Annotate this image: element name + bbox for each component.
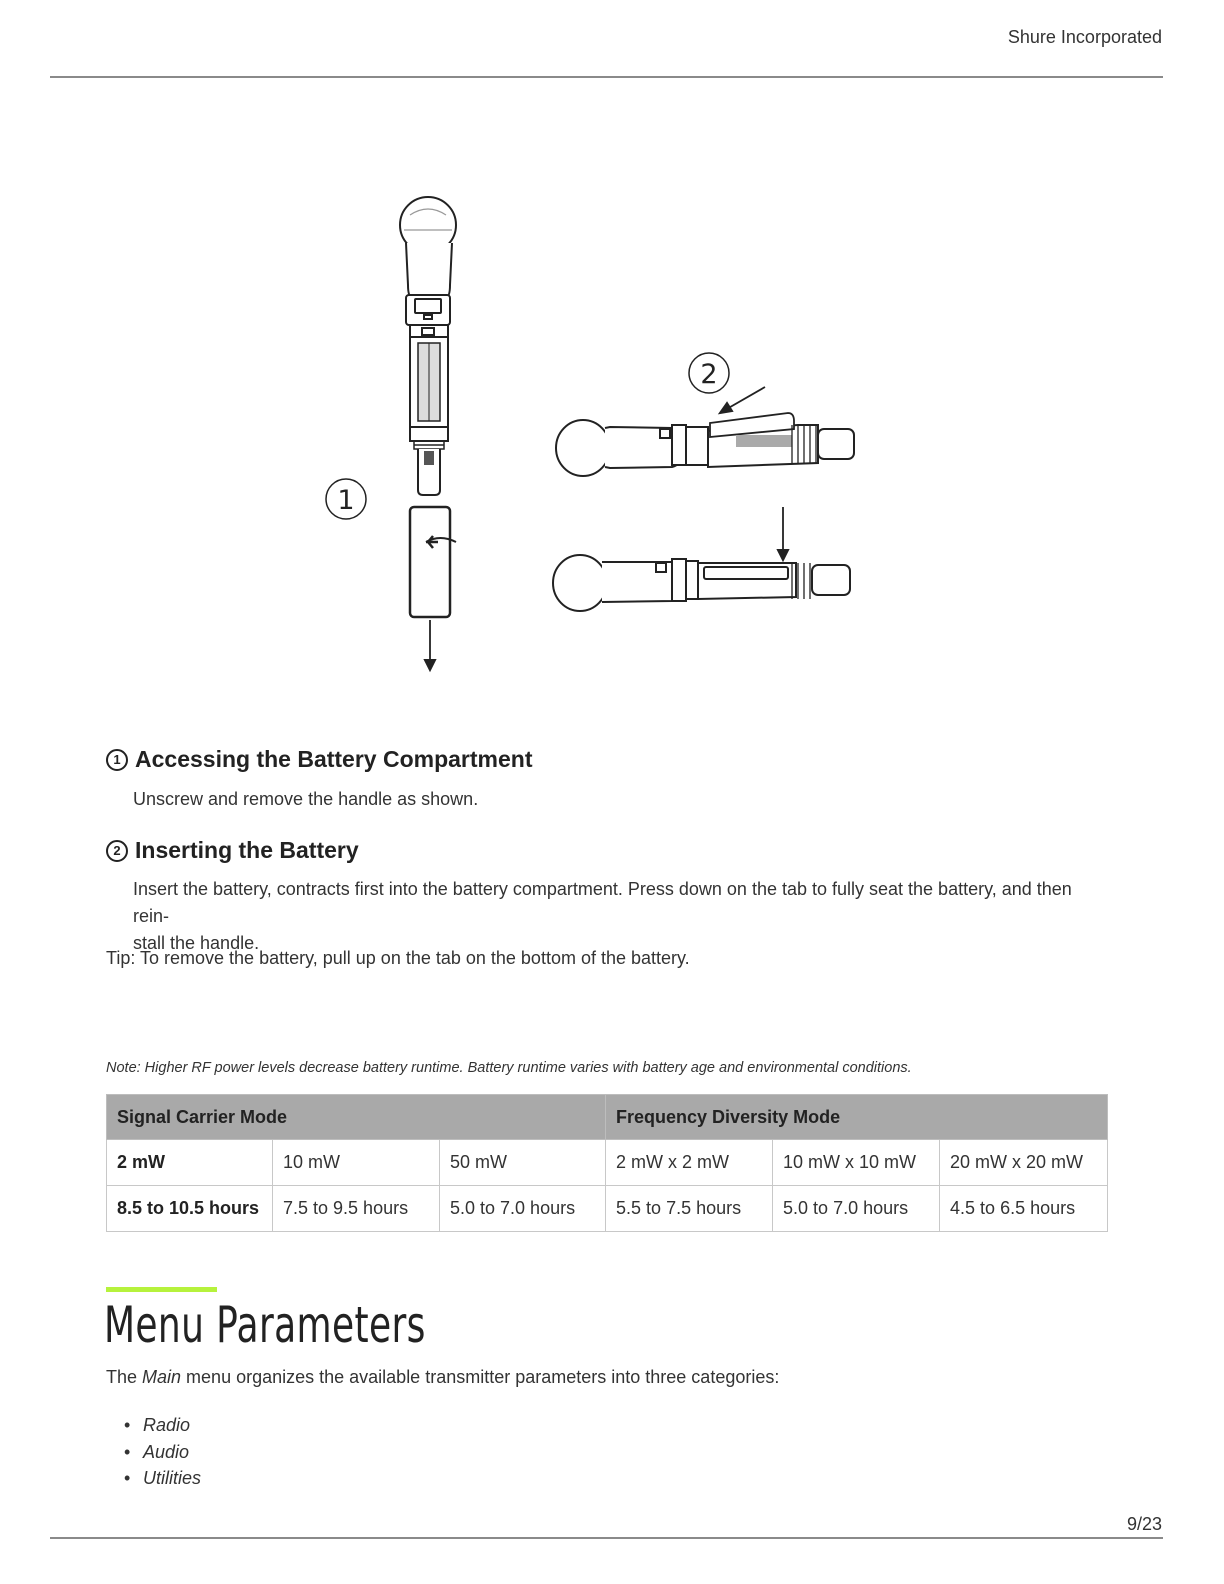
power-level-cell: 2 mW [107,1140,273,1186]
table-header-row [107,1095,1108,1140]
list-item: • Audio [106,1439,201,1466]
vertical-microphone [400,197,456,495]
handle-sleeve [410,507,456,670]
runtime-cell: 7.5 to 9.5 hours [273,1186,440,1232]
list-item: • Radio [106,1412,201,1439]
step-2-number: 2 [106,840,128,862]
runtime-cell: 4.5 to 6.5 hours [940,1186,1108,1232]
list-item: • Utilities [106,1465,201,1492]
step-2-body-line-1: Insert the battery, contracts first into the battery compartment. Press down on the tab to fully seat the battery, and then rein- [133,879,1072,926]
intro-before: The [106,1367,143,1387]
step-2-heading [106,837,359,864]
runtime-cell: 5.0 to 7.0 hours [773,1186,940,1232]
menu-categories-list [106,1412,201,1492]
header-company-name: Shure Incorporated [1007,27,1162,47]
signal-carrier-mode-header: Signal Carrier Mode [107,1095,606,1140]
footer-divider [50,1537,1163,1539]
power-level-cell: 50 mW [440,1140,606,1186]
section-accent-bar [106,1287,217,1292]
table-row [107,1186,1108,1232]
menu-intro [106,1367,779,1388]
intro-after: menu organizes the available transmitter parameters into three categories: [181,1367,780,1387]
intro-main-menu: Main [142,1367,182,1387]
runtime-cell: 5.5 to 7.5 hours [606,1186,773,1232]
step-2-body-line-2: stall the handle. [133,933,260,953]
runtime-note: Note: Higher RF power levels decrease battery runtime. Battery runtime varies with battery age and environmental conditions. [106,1060,912,1076]
horizontal-microphone-closed [553,507,850,611]
step-1-number: 1 [106,749,128,771]
header-divider [50,76,1163,78]
battery-illustration [300,185,900,685]
power-level-cell: 20 mW x 20 mW [940,1140,1108,1186]
page-number: 9/23 [1126,1514,1162,1534]
battery-runtime-table [106,1094,1108,1232]
power-level-cell: 10 mW x 10 mW [773,1140,940,1186]
callout-1: 1 [337,485,355,516]
table-row [107,1140,1108,1186]
runtime-cell: 5.0 to 7.0 hours [440,1186,606,1232]
section-title: Menu Parameters [104,1296,426,1354]
frequency-diversity-mode-header: Frequency Diversity Mode [606,1095,1108,1140]
step-2-body [133,876,1108,957]
horizontal-microphone-open [556,387,854,476]
step-1-body: Unscrew and remove the handle as shown. [133,789,479,809]
step-1-heading [106,746,533,773]
runtime-cell: 8.5 to 10.5 hours [107,1186,273,1232]
step-2-title: Inserting the Battery [135,837,359,863]
power-level-cell: 10 mW [273,1140,440,1186]
power-level-cell: 2 mW x 2 mW [606,1140,773,1186]
callout-2: 2 [700,359,718,390]
step-1-title: Accessing the Battery Compartment [135,746,533,772]
tip-text: Tip: To remove the battery, pull up on the tab on the bottom of the battery. [106,948,690,968]
